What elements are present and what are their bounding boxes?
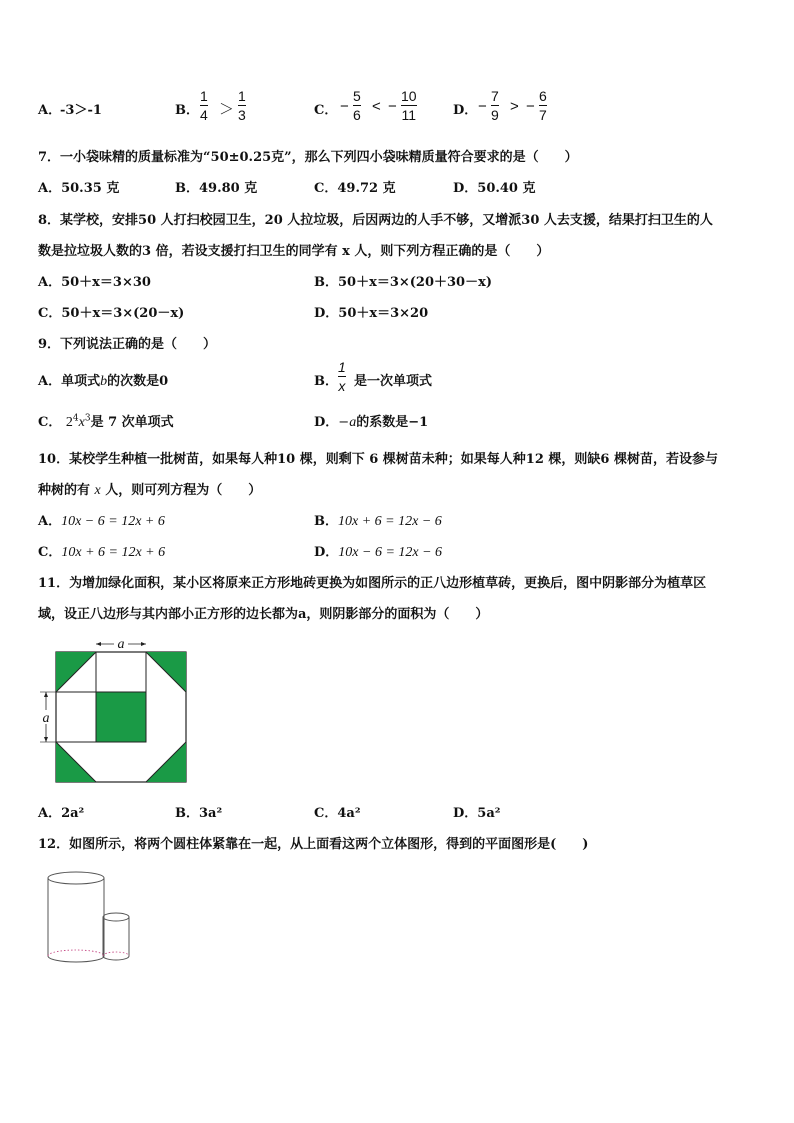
q9-option-c (38, 411, 174, 431)
q9-c-exp2: 3 (84, 413, 91, 424)
q9-b-fraction: 1 x (338, 359, 346, 394)
q6-b-fraction-1: 1 4 (200, 88, 208, 123)
q7-option-b: B．49.80 克 (175, 181, 258, 196)
q6-d-minus-2: − (526, 98, 535, 115)
q8-stem-line1: 8．某学校，安排50 人打扫校园卫生，20 人拉垃圾，后因两边的人手不够，又增派30 人去支援，结果打扫卫生的人 (38, 213, 713, 228)
q6-b-operator: ＞ (219, 101, 235, 118)
q9-b-post: 是一次单项式 (354, 374, 433, 389)
q6-option-b-label: B． (175, 103, 199, 118)
octagon-tile-figure (34, 632, 194, 788)
q6-c-minus-1: − (340, 98, 349, 115)
q10-stem-line1: 10．某校学生种植一批树苗，如果每人种10 棵，则剩下 6 棵树苗未种；如果每人种12 棵，则缺6 棵树苗，若设参与 (38, 452, 718, 467)
q11-option-d: D．5a² (453, 806, 501, 821)
q10-stem-line2 (38, 479, 261, 499)
q6-b-fraction-2: 1 3 (238, 88, 246, 123)
q8-option-a: A．50＋x＝3×30 (38, 275, 151, 290)
q6-option-d-label: D． (453, 103, 478, 118)
q11-stem-line2: 域，设正八边形与其内部小正方形的边长都为a，则阴影部分的面积为（ ） (38, 607, 489, 622)
shaded-inner-square (96, 692, 146, 742)
q9-stem: 9．下列说法正确的是（ ） (38, 337, 217, 352)
q6-option-a-text: -3＞-1 (60, 103, 102, 118)
fig-label-left: a (42, 711, 50, 726)
q6-d-minus-1: − (478, 98, 487, 115)
fig-label-top: a (117, 637, 125, 652)
q7-option-d: D．50.40 克 (453, 181, 536, 196)
q11-option-c: C．4a² (314, 806, 361, 821)
q10-option-b: B．10x + 6 = 12x − 6 (314, 514, 442, 529)
q9-c-label: C． (38, 415, 62, 430)
q11-option-a: A．2a² (38, 806, 85, 821)
q12-stem: 12．如图所示，将两个圆柱体紧靠在一起，从上面看这两个立体图形，得到的平面图形是( ) (38, 837, 589, 852)
q6-c-operator: < (372, 98, 381, 115)
q10-option-c: C．10x + 6 = 12x + 6 (38, 545, 166, 560)
large-cylinder (48, 872, 104, 962)
q9-option-a (38, 370, 168, 390)
q8-stem-line2: 数是拉垃圾人数的3 倍，若设支援打扫卫生的同学有 x 人，则下列方程正确的是（ ） (38, 244, 550, 259)
q6-d-fraction-1: 7 9 (491, 88, 499, 123)
q6-c-fraction-1: 5 6 (353, 88, 361, 123)
q9-d-var: a (349, 415, 357, 430)
q6-c-fraction-2: 10 11 (401, 88, 417, 123)
q9-c-post: 是 7 次单项式 (90, 415, 174, 430)
two-cylinders-figure (40, 866, 140, 970)
q6-d-fraction-2: 6 7 (539, 88, 547, 123)
q9-d-label: D． (314, 415, 339, 430)
q9-option-b-label: B． (314, 374, 338, 389)
q6-option-c-label: C． (314, 103, 338, 118)
q9-c-exp1: 4 (72, 413, 79, 424)
q9-d-post: 的系数是−1 (356, 415, 429, 430)
small-cylinder (103, 913, 129, 960)
q7-stem: 7．一小袋味精的质量标准为“50±0.25克”，那么下列四小袋味精质量符合要求的是（ ） (38, 150, 578, 165)
q9-d-neg: − (338, 415, 350, 430)
q8-option-c: C．50＋x＝3×(20－x) (38, 306, 185, 321)
q6-option-a-label: A． (38, 103, 62, 118)
q9-a-pre: 单项式 (61, 374, 101, 389)
q11-option-b: B．3a² (175, 806, 223, 821)
q6-d-operator: > (510, 98, 519, 115)
q9-a-label: A． (38, 374, 62, 389)
q10-stem2-var: x (94, 483, 101, 498)
q9-option-d (314, 411, 428, 431)
q9-a-var: b (100, 374, 108, 389)
q9-c-base: 2 (65, 415, 73, 430)
q9-a-post: 的次数是0 (107, 374, 169, 389)
q11-stem-line1: 11．为增加绿化面积，某小区将原来正方形地砖更换为如图所示的正八边形植草砖，更换后，图中阴影部分为植草区 (38, 576, 707, 591)
q8-option-b: B．50＋x＝3×(20＋30－x) (314, 275, 493, 290)
q6-c-minus-2: − (388, 98, 397, 115)
q10-option-a: A．10x − 6 = 12x + 6 (38, 514, 165, 529)
q8-option-d: D．50＋x＝3×20 (314, 306, 429, 321)
q10-option-d: D．10x − 6 = 12x − 6 (314, 545, 443, 560)
q10-stem2-pre: 种树的有 (38, 483, 91, 498)
q10-stem2-post: 人，则可列方程为（ ） (105, 483, 262, 498)
q9-c-var: x (78, 415, 85, 430)
q7-option-c: C．49.72 克 (314, 181, 396, 196)
q7-option-a: A．50.35 克 (38, 181, 120, 196)
